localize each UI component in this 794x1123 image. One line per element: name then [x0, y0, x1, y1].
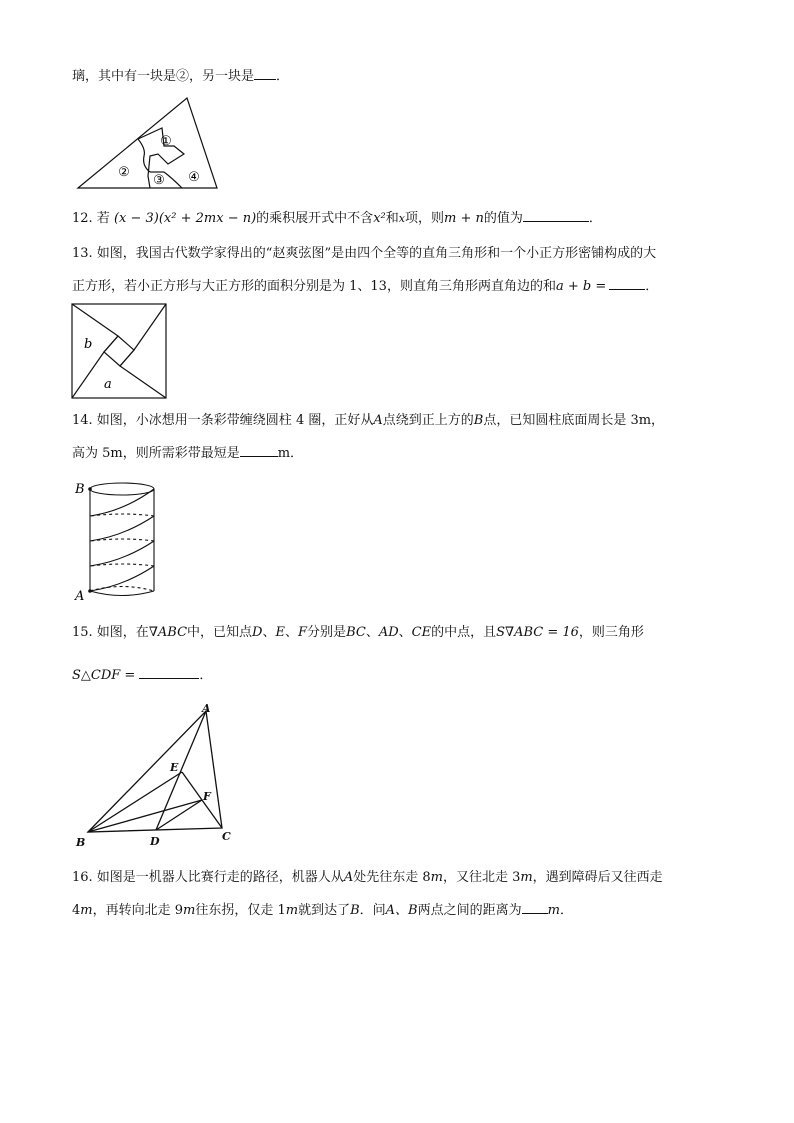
q16-B: B — [350, 903, 360, 918]
q15-S-abc: S∇ABC = 16 — [496, 625, 579, 640]
q15-label-D: D — [150, 835, 160, 848]
q13-figure — [70, 302, 170, 402]
q14-point-A — [88, 589, 92, 593]
q16-line1-mid1: 处先往东走 8 — [353, 870, 431, 885]
q16-line2-b: ，再转向北走 9 — [92, 903, 184, 918]
q13-segment-1 — [72, 304, 118, 336]
q16-m-6: m — [547, 903, 560, 918]
q16-m-1: m — [430, 870, 443, 885]
q12-text — [72, 208, 602, 228]
q13-segment-3 — [120, 366, 166, 398]
q15-segment-BF — [88, 800, 202, 832]
q13-segment-2 — [134, 304, 166, 350]
q14-ribbon-1 — [90, 566, 154, 591]
q16-post: ． — [559, 903, 573, 918]
q15-post2: ． — [199, 668, 213, 683]
q13-line2 — [72, 276, 658, 296]
q15-segment-AD — [156, 711, 206, 830]
q12-x2: x² — [373, 211, 386, 226]
q16-A: A — [343, 870, 354, 885]
q16-answer-blank[interactable] — [522, 900, 548, 914]
q15-D: D — [252, 625, 263, 640]
q16-m-2: m — [520, 870, 533, 885]
q15-label-A: A — [202, 702, 211, 715]
q15-mid3: 的中点，且 — [431, 625, 497, 640]
q11-answer-blank[interactable] — [254, 66, 276, 80]
q14-B: B — [473, 413, 484, 428]
q12-answer-blank[interactable] — [523, 208, 589, 222]
q14-line2-post: m． — [277, 446, 304, 461]
q12-post: ． — [588, 211, 602, 226]
q13-inner-square — [104, 336, 134, 366]
q12-expr1: (x − 3) — [113, 211, 159, 226]
q12-mn: m + n — [443, 211, 484, 226]
q16-line1-post: ，遇到障碍后又往西走 — [532, 870, 663, 885]
q14-ribbon-2 — [90, 541, 154, 566]
q13-line1 — [72, 245, 656, 263]
q12-and: 和 — [385, 211, 399, 226]
q15-BC: BC — [346, 625, 366, 640]
q16-line2 — [72, 900, 573, 920]
q15-line1 — [72, 624, 644, 642]
q14-label-A: A — [75, 589, 85, 604]
q16-AB: A、B — [385, 903, 418, 918]
q11-label-3: ③ — [153, 173, 165, 188]
q16-line2-c: 往东拐，仅走 1 — [195, 903, 286, 918]
q15-E: E — [275, 625, 285, 640]
q15-sep-1: 、 — [262, 625, 276, 640]
q16-m-3: m — [80, 903, 93, 918]
q12-mid1: 的乘积展开式中不含 — [256, 211, 374, 226]
q14-ribbon-3 — [90, 516, 154, 541]
q11-label-2: ② — [118, 165, 130, 180]
q14-line2-pre: 高为 5m，则所需彩带最短是 — [72, 446, 240, 461]
q13-ab: a + b = — [555, 279, 607, 294]
q11-text — [72, 66, 289, 86]
q13-segment-4 — [72, 352, 104, 398]
q16-line2-e: ．问 — [359, 903, 386, 918]
q11-cut-line-3 — [164, 172, 182, 188]
q14-line1-post: 点，已知圆柱底面周长是 3m， — [483, 413, 665, 428]
q16-line1-pre: 16. 如图是一机器人比赛行走的路径，机器人从 — [72, 870, 344, 885]
q16-line1-mid2: ，又往北走 3 — [442, 870, 521, 885]
q15-label-C: C — [222, 830, 231, 843]
q14-line2 — [72, 443, 303, 463]
q15-sep-4: 、 — [398, 625, 412, 640]
q15-answer-blank[interactable] — [139, 665, 199, 679]
q15-S-cdf: S△CDF = — [72, 668, 136, 683]
q15-post1: ，则三角形 — [578, 625, 644, 640]
q14-label-B: B — [75, 482, 85, 497]
q15-AD: AD — [378, 625, 399, 640]
q16-line2-f: 两点之间的距离为 — [417, 903, 522, 918]
q14-point-B — [88, 487, 92, 491]
q11-text-post: ． — [276, 69, 290, 84]
q12-expr2: (x² + 2mx − n) — [158, 211, 257, 226]
q15-CE: CE — [411, 625, 432, 640]
q15-label-F: F — [203, 790, 211, 803]
q14-bottom-front — [90, 591, 154, 596]
q15-mid1: 中，已知点 — [187, 625, 253, 640]
q13-line2-text: 正方形，若小正方形与大正方形的面积分别是为 1、13，则直角三角形两直角边的和 — [72, 279, 556, 294]
q11-label-4: ④ — [188, 170, 200, 185]
q12-mid3: 的值为 — [483, 211, 523, 226]
q13-label-b: b — [84, 337, 93, 352]
q14-answer-blank[interactable] — [240, 443, 278, 457]
q15-figure — [72, 700, 242, 852]
q15-label-E: E — [170, 761, 179, 774]
q13-line1-text: 13. 如图，我国古代数学家得出的“赵爽弦图”是由四个全等的直角三角形和一个小正方形密铺构成的大 — [72, 246, 657, 261]
q14-top-ellipse — [90, 483, 154, 495]
q13-post: ． — [645, 279, 659, 294]
q11-figure — [72, 94, 222, 194]
q12-mid2: 项，则 — [404, 211, 444, 226]
q12-x: x — [398, 212, 405, 225]
q13-answer-blank[interactable] — [609, 276, 645, 290]
q16-line2-d: 就到达了 — [298, 903, 351, 918]
q16-m-5: m — [285, 903, 299, 918]
q11-cut-line-2 — [138, 139, 150, 172]
q11-label-1: ① — [160, 134, 172, 149]
q15-pre: 15. 如图，在 — [72, 625, 149, 640]
q15-F: F — [298, 625, 308, 640]
q14-figure — [72, 476, 162, 604]
q12-num: 12. 若 — [72, 211, 110, 226]
q11-text-pre: 璃，其中有一块是②，另一块是 — [72, 69, 255, 84]
q16-m-4: m — [183, 903, 196, 918]
q15-label-B: B — [76, 836, 86, 849]
q14-line1-pre: 14. 如图，小冰想用一条彩带缠绕圆柱 4 圈，正好从 — [72, 413, 374, 428]
q14-line1-mid: 点绕到正上方的 — [382, 413, 474, 428]
q15-sep-2: 、 — [285, 625, 299, 640]
q13-label-a: a — [104, 377, 112, 392]
q15-sep-3: 、 — [365, 625, 379, 640]
q15-line2 — [72, 665, 212, 685]
q16-line2-a: 4 — [72, 903, 81, 918]
q15-tri: ∇ABC — [148, 625, 188, 640]
q15-mid2: 分别是 — [307, 625, 347, 640]
q14-A: A — [373, 413, 383, 428]
q14-line1 — [72, 412, 664, 430]
q16-line1 — [72, 869, 663, 887]
